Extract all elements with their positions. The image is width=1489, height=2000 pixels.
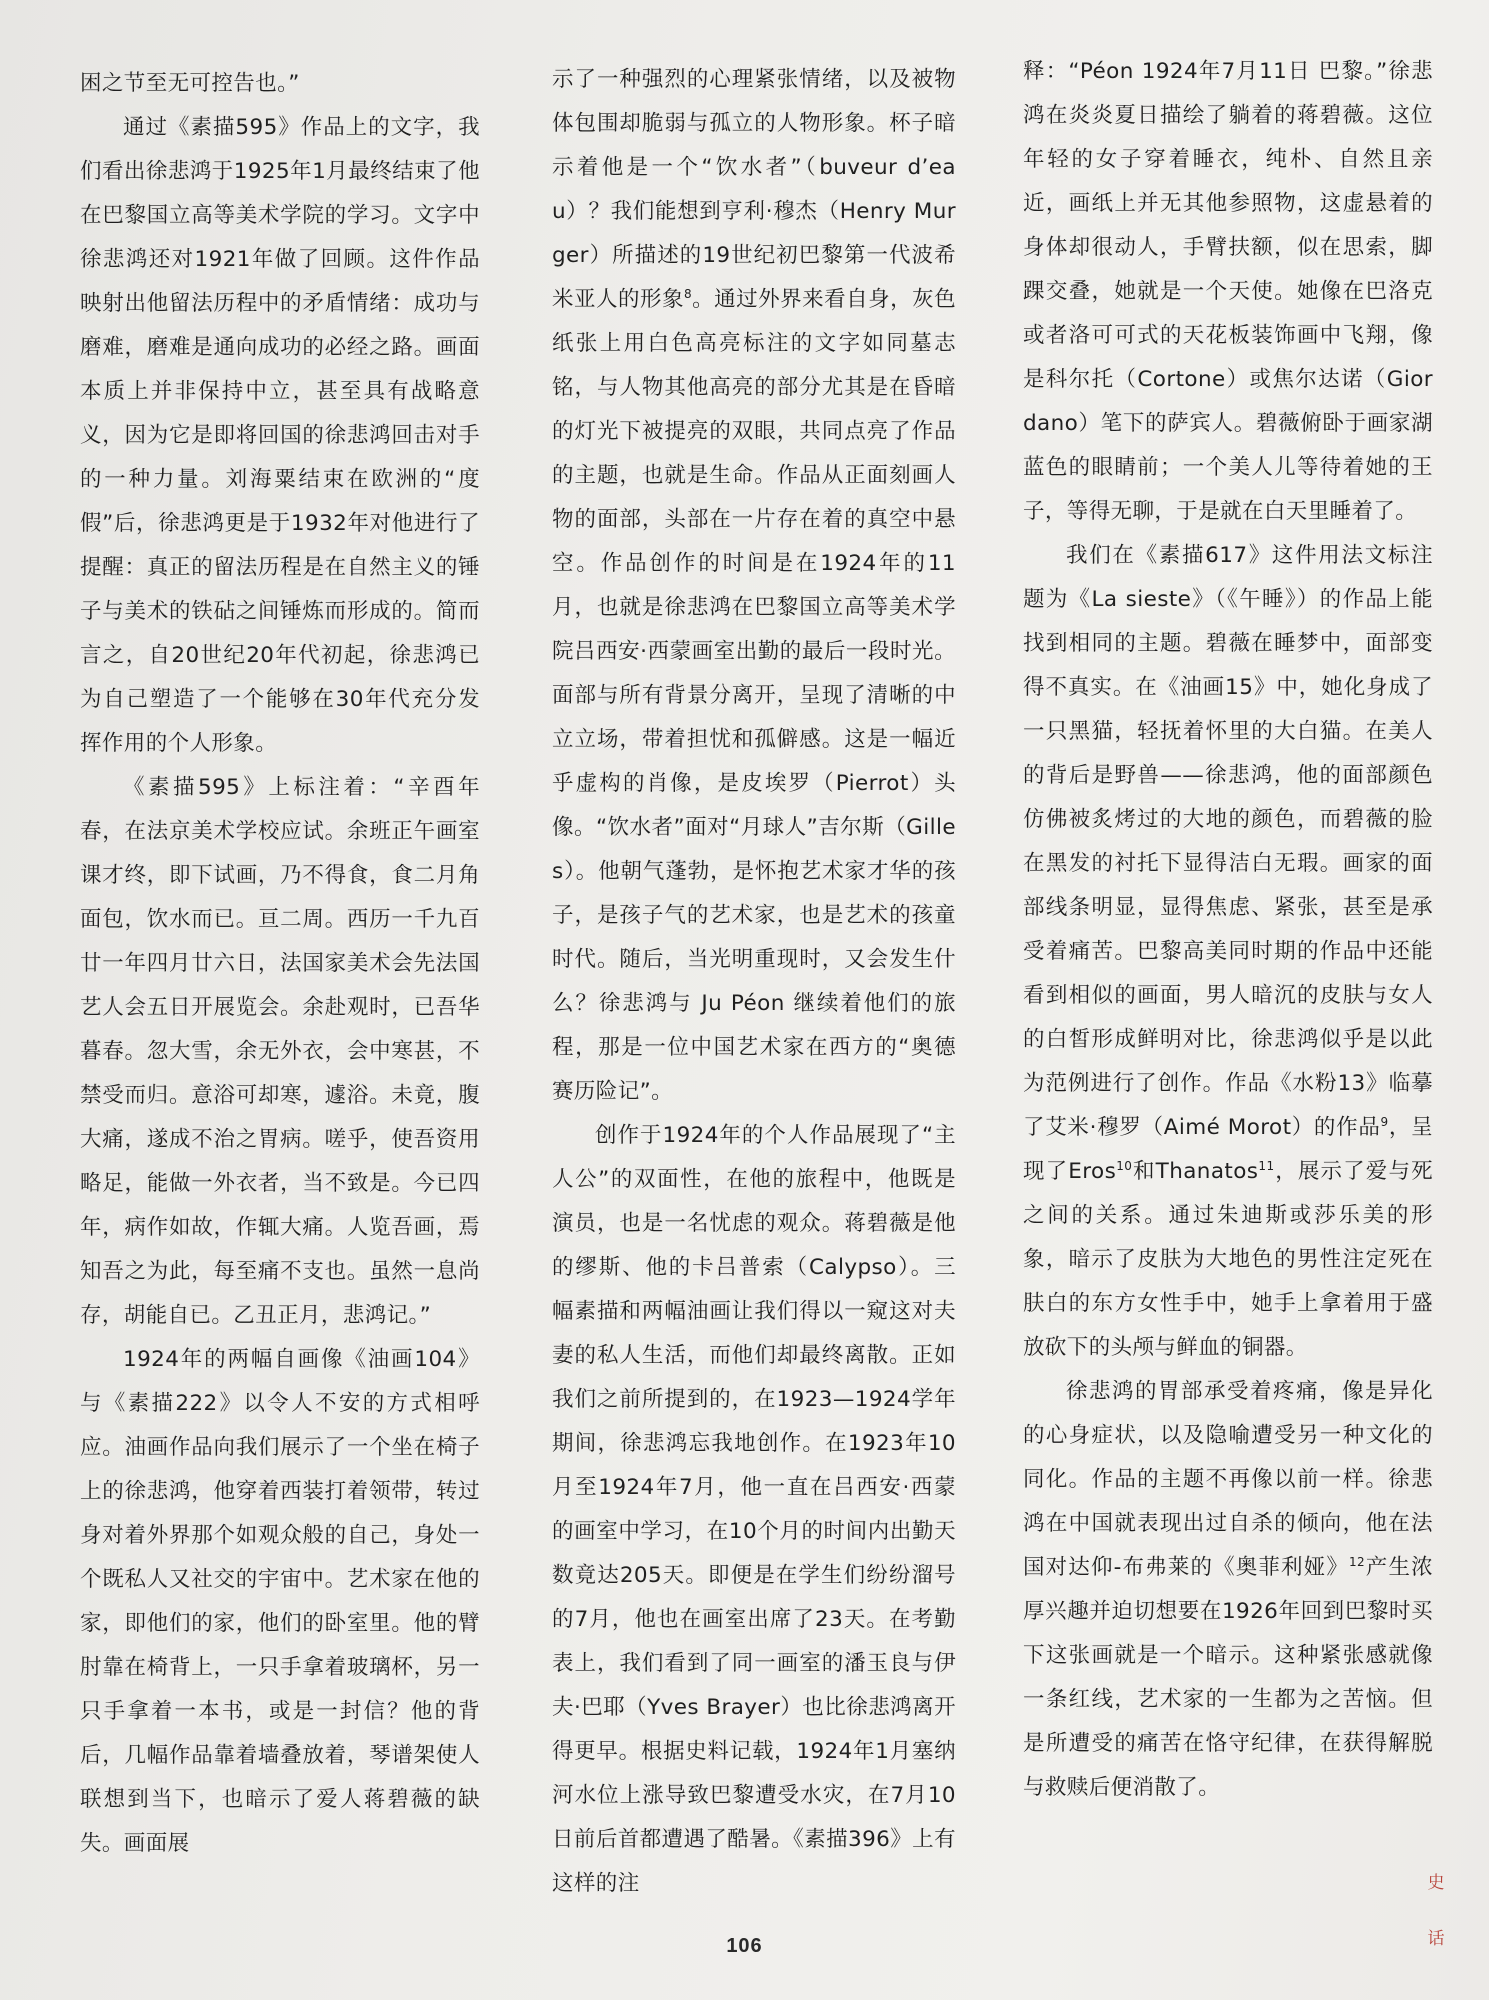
- footnote-marker: 8: [683, 286, 693, 301]
- paragraph-text: 徐悲鸿的胃部承受着疼痛，像是异化的心身症状，以及隐喻遭受另一种文化的同化。作品的主题不再像以前一样。徐悲鸿在中国就表现出过自杀的倾向，他在法国对达仰-布弗莱的《奥菲利娅》: [1023, 1379, 1433, 1580]
- paragraph-text: 示了一种强烈的心理紧张情绪，以及被物体包围却脆弱与孤立的人物形象。杯子暗示着他是一个“饮水者”（buveur d’eau）？我们能想到亨利·穆杰（Henry Murger）所描述的19世纪初巴黎第一代波希米亚人的形象: [552, 67, 956, 312]
- paragraph: 释：“Péon 1924年7月11日 巴黎。”徐悲鸿在炎炎夏日描绘了躺着的蒋碧薇。这位年轻的女子穿着睡衣，纯朴、自然且亲近，画纸上并无其他参照物，这虚悬着的身体却很动人，手臂扶额，似在思索，脚踝交叠，她就是一个天使。她像在巴洛克或者洛可可式的天花板装饰画中飞翔，像是科尔托（Cortone）或焦尔达诺（Giordano）笔下的萨宾人。碧薇俯卧于画家湖蓝色的眼睛前；一个美人儿等待着她的王子，等得无聊，于是就在白天里睡着了。: [1023, 59, 1433, 524]
- paragraph: 1924年的两幅自画像《油画104》与《素描222》以令人不安的方式相呼应。油画作品向我们展示了一个坐在椅子上的徐悲鸿，他穿着西装打着领带，转过身对着外界那个如观众般的自己，身处一个既私人又社交的宇宙中。艺术家在他的家，即他们的家，他们的卧室里。他的臂肘靠在椅背上，一只手拿着玻璃杯，另一只手拿着一本书，或是一封信？他的背后，几幅作品靠着墙叠放着，琴谱架使人联想到当下，也暗示了爱人蒋碧薇的缺失。画面展: [80, 1347, 480, 1856]
- paragraph: 通过《素描595》作品上的文字，我们看出徐悲鸿于1925年1月最终结束了他在巴黎国立高等美术学院的学习。文字中徐悲鸿还对1921年做了回顾。这件作品映射出他留法历程中的矛盾情绪：成功与磨难，磨难是通向成功的必经之路。画面本质上并非保持中立，甚至具有战略意义，因为它是即将回国的徐悲鸿回击对手的一种力量。刘海粟结束在欧洲的“度假”后，徐悲鸿更是于1932年对他进行了提醒：真正的留法历程是在自然主义的锤子与美术的铁砧之间锤炼而形成的。简而言之，自20世纪20年代初起，徐悲鸿已为自己塑造了一个能够在30年代充分发挥作用的个人形象。: [80, 115, 480, 756]
- paragraph: 困之节至无可控告也。”: [80, 71, 300, 96]
- footnote-marker: 10: [1116, 1158, 1133, 1173]
- footnote-marker: 11: [1258, 1158, 1275, 1173]
- paragraph-text: 我们在《素描617》这件用法文标注题为《La sieste》（《午睡》）的作品上能找到相同的主题。碧薇在睡梦中，面部变得不真实。在《油画15》中，她化身成了一只黑猫，轻抚着怀里的大白猫。在美人的背后是野兽——徐悲鸿，他的面部颜色仿佛被炙烤过的大地的颜色，而碧薇的脸在黑发的衬托下显得洁白无瑕。画家的面部线条明显，显得焦虑、紧张，甚至是承受着痛苦。巴黎高美同时期的作品中还能看到相似的画面，男人暗沉的皮肤与女人的白皙形成鲜明对比，徐悲鸿似乎是以此为范例进行了创作。作品《水粉13》临摹了艾米·穆罗（Aimé Morot）的作品: [1023, 543, 1433, 1140]
- paragraph-text: 产生浓厚兴趣并迫切想要在1926年回到巴黎时买下这张画就是一个暗示。这种紧张感就像一条红线，艺术家的一生都为之苦恼。但是所遭受的痛苦在恪守纪律，在获得解脱与救赎后便消散了。: [1023, 1555, 1434, 1800]
- side-label-char: 史: [1427, 1873, 1445, 1893]
- text-column-middle: [552, 58, 956, 1906]
- paragraph-text: 和Thanatos: [1132, 1159, 1259, 1184]
- section-side-label: [1424, 1855, 1448, 1967]
- paragraph: 《素描595》上标注着：“辛酉年春，在法京美术学校应试。余班正午画室课才终，即下试画，乃不得食，食二月角面包，饮水而已。亘二周。西历一千九百廿一年四月廿六日，法国家美术会先法国艺人会五日开展览会。余赴观时，已吾华暮春。忽大雪，余无外衣，会中寒甚，不禁受而归。意浴可却寒，遽浴。未竟，腹大痛，遂成不治之胃病。嗟乎，使吾资用略足，能做一外衣者，当不致是。今已四年，病作如故，作辄大痛。人览吾画，焉知吾之为此，每至痛不支也。虽然一息尚存，胡能自已。乙丑正月，悲鸿记。”: [80, 775, 480, 1328]
- footnote-marker: 9: [1380, 1114, 1389, 1129]
- text-column-left: [80, 62, 480, 1866]
- paragraph: [1023, 1370, 1433, 1810]
- footnote-marker: 12: [1348, 1554, 1366, 1569]
- side-label-char: 话: [1427, 1929, 1445, 1949]
- paragraph: [1023, 534, 1433, 1370]
- paragraph-text: ，展示了爱与死之间的关系。通过朱迪斯或莎乐美的形象，暗示了皮肤为大地色的男性注定死在肤白的东方女性手中，她手上拿着用于盛放砍下的头颅与鲜血的铜器。: [1023, 1159, 1433, 1360]
- paragraph-text: ，呈现了Eros: [1023, 1115, 1433, 1184]
- paragraph-text: 。通过外界来看自身，灰色纸张上用白色高亮标注的文字如同墓志铭，与人物其他高亮的部分尤其是在昏暗的灯光下被提亮的双眼，共同点亮了作品的主题，也就是生命。作品从正面刻画人物的面部，头部在一片存在着的真空中悬空。作品创作的时间是在1924年的11月，也就是徐悲鸿在巴黎国立高等美术学院吕西安·西蒙画室出勤的最后一段时光。面部与所有背景分离开，呈现了清晰的中立立场，带着担忧和孤僻感。这是一幅近乎虚构的肖像，是皮埃罗（Pierrot）头像。“饮水者”面对“月球人”吉尔斯（Gilles）。他朝气蓬勃，是怀抱艺术家才华的孩子，是孩子气的艺术家，也是艺术的孩童时代。随后，当光明重现时，又会发生什么？徐悲鸿与 Ju Péon 继续着他们的旅程，那是一位中国艺术家在西方的“奥德赛历险记”。: [552, 287, 956, 1104]
- page-number: 106: [726, 1935, 763, 1957]
- paragraph: 创作于1924年的个人作品展现了“主人公”的双面性，在他的旅程中，他既是演员，也是一名忧虑的观众。蒋碧薇是他的缪斯、他的卡吕普索（Calypso）。三幅素描和两幅油画让我们得以一窥这对夫妻的私人生活，而他们却最终离散。正如我们之前所提到的，在1923—1924学年期间，徐悲鸿忘我地创作。在1923年10月至1924年7月，他一直在吕西安·西蒙的画室中学习，在10个月的时间内出勤天数竟达205天。即便是在学生们纷纷溜号的7月，他也在画室出席了23天。在考勤表上，我们看到了同一画室的潘玉良与伊夫·巴耶（Yves Brayer）也比徐悲鸿离开得更早。根据史料记载，1924年1月塞纳河水位上涨导致巴黎遭受水灾，在7月10日前后首都遭遇了酷暑。《素描396》上有这样的注: [552, 1123, 956, 1896]
- paragraph: [552, 58, 956, 1114]
- text-column-right: [1023, 50, 1433, 1810]
